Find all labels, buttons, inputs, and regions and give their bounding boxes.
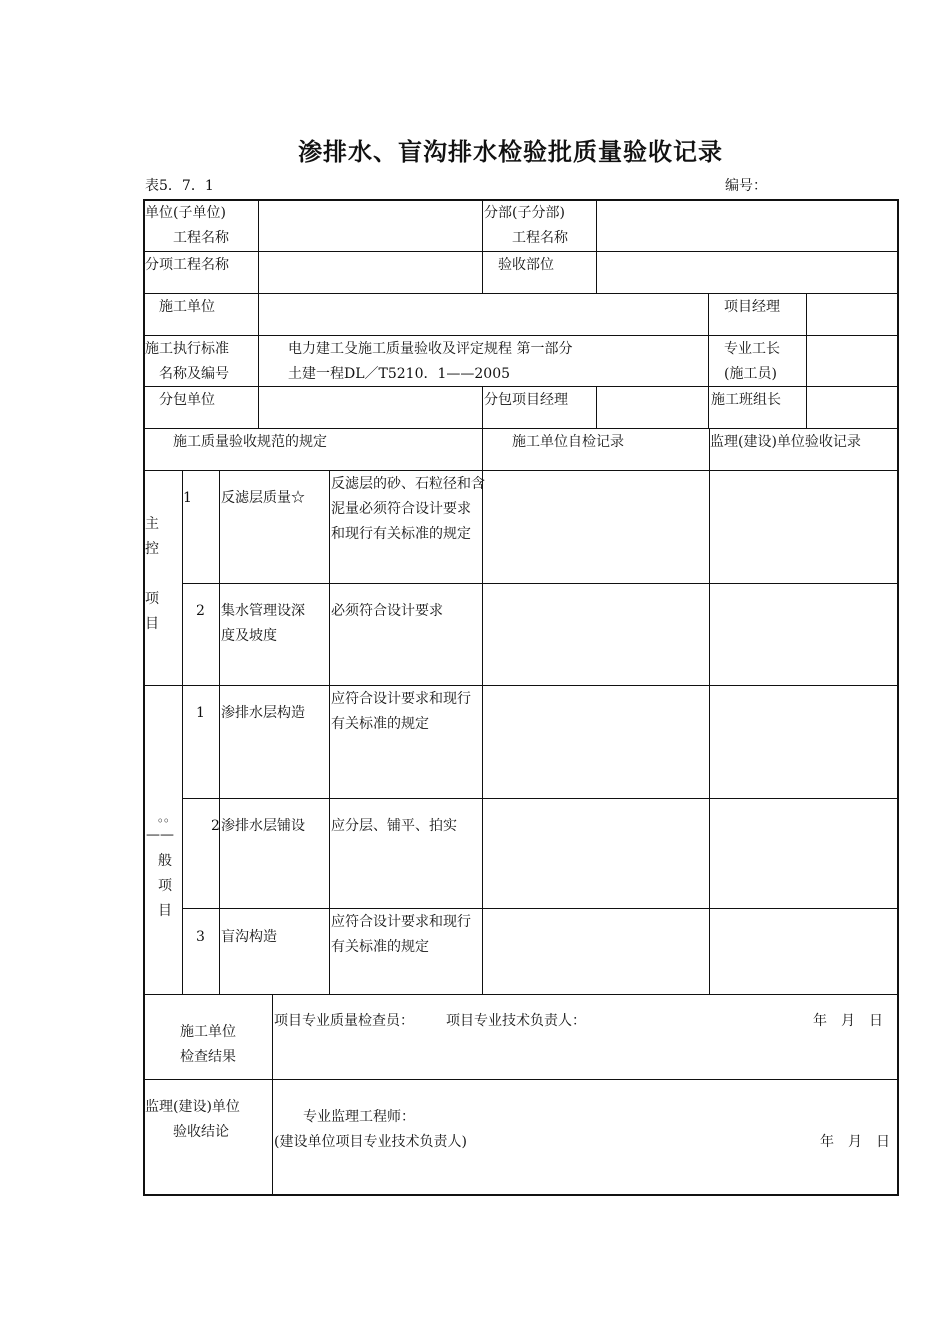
main-item-2-req-1: 必须符合设计要求 [331, 603, 443, 619]
supervisor-label: 专业监理工程师： [303, 1109, 415, 1125]
general-item-2-req-1: 应分层、铺平、拍实 [331, 818, 457, 834]
subdept-label-1: 分部(子分部) [484, 205, 565, 221]
check-label-2: 检查结果 [180, 1049, 236, 1065]
std-label-2: 名称及编号 [159, 366, 229, 382]
main-item-2-name-1: 集水管理设深 [221, 603, 305, 619]
general-item-2-name: 渗排水层铺设 [221, 818, 305, 834]
main-item-1-req-3: 和现行有关标准的规定 [331, 526, 471, 542]
inspector-label: 项目专业质量检查员： [274, 1013, 414, 1029]
main-item-1-name: 反滤层质量☆ [221, 490, 305, 506]
general-item-3-req-2: 有关标准的规定 [331, 939, 429, 955]
pm-label: 项目经理 [724, 299, 780, 315]
main-item-1-no: 1 [183, 490, 192, 506]
date-1: 年 月 日 [813, 1013, 883, 1029]
page-title: 渗排水、盲沟排水检验批质量验收记录 [298, 138, 723, 166]
table-number: 表5．7．1 [145, 178, 214, 194]
column-self-check: 施工单位自检记录 [512, 434, 624, 450]
unit-label-1: 单位(子单位) [145, 205, 226, 221]
std-label-1: 施工执行标准 [145, 341, 229, 357]
main-item-1-req-2: 泥量必须符合设计要求 [331, 501, 471, 517]
sub-pm-label: 分包项目经理 [484, 392, 568, 408]
subdept-label-2: 工程名称 [512, 230, 568, 246]
general-item-1-req-1: 应符合设计要求和现行 [331, 691, 471, 707]
main-item-2-name-2: 度及坡度 [221, 628, 277, 644]
std-value-2: 土建一程DL／T5210．1——2005 [288, 366, 511, 382]
column-supervision: 监理(建设)单位验收记录 [710, 434, 861, 450]
unit-label-2: 工程名称 [173, 230, 229, 246]
team-leader-label: 施工班组长 [711, 392, 781, 408]
general-item-3-no: 3 [196, 929, 205, 945]
accept-part-label: 验收部位 [498, 257, 554, 273]
general-item-1-req-2: 有关标准的规定 [331, 716, 429, 732]
main-item-1-req-1: 反滤层的砂、石粒径和含 [331, 476, 485, 492]
std-value-1: 电力建工殳施工质量验收及评定规程 第一部分 [288, 341, 573, 357]
main-item-2-no: 2 [196, 603, 205, 619]
general-item-2-no: 2 [211, 818, 220, 834]
general-item-3-name: 盲沟构造 [221, 929, 277, 945]
tech-lead-label: 项目专业技术负责人： [446, 1013, 586, 1029]
conclusion-label-2: 验收结论 [173, 1124, 229, 1140]
foreman-label-1: 专业工长 [724, 341, 780, 357]
column-spec: 施工质量验收规范的规定 [173, 434, 327, 450]
construct-unit-label: 施工单位 [159, 299, 215, 315]
owner-rep-label: (建设单位项目专业技术负责人) [274, 1134, 467, 1150]
general-item-1-no: 1 [196, 705, 205, 721]
check-label-1: 施工单位 [180, 1024, 236, 1040]
foreman-label-2: (施工员) [724, 366, 777, 382]
number-label: 编号： [725, 178, 767, 194]
subitem-label: 分项工程名称 [145, 257, 229, 273]
date-2: 年 月 日 [820, 1134, 890, 1150]
general-item-3-req-1: 应符合设计要求和现行 [331, 914, 471, 930]
conclusion-label-1: 监理(建设)单位 [145, 1099, 240, 1115]
subcontract-label: 分包单位 [159, 392, 215, 408]
general-item-1-name: 渗排水层构造 [221, 705, 305, 721]
